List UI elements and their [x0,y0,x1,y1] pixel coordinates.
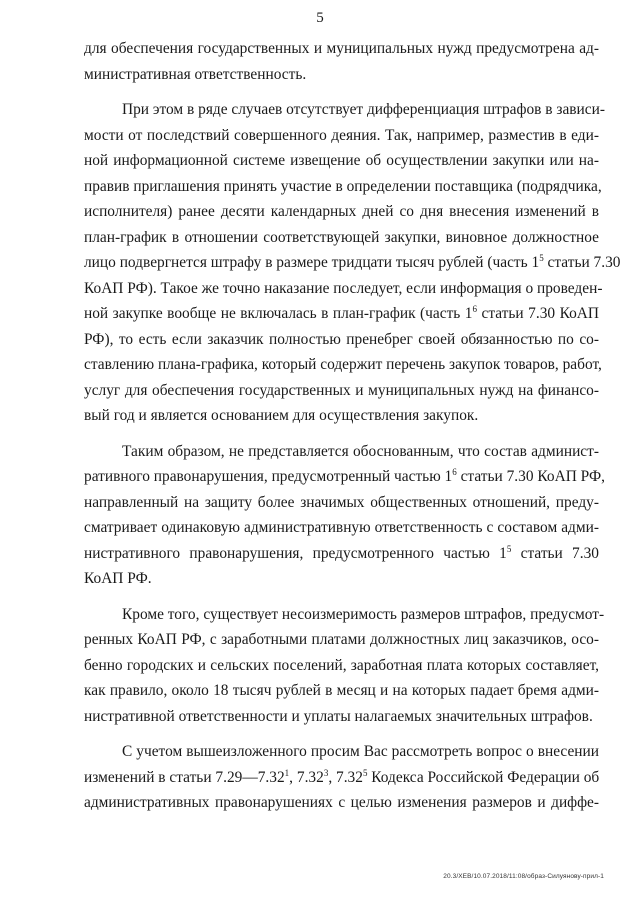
text-line: исполнителя) ранее десяти календарных дней со дня внесения изменений в [84,203,599,220]
paragraph-3 [84,439,605,592]
paragraph-2 [84,97,621,429]
text-line: С учетом вышеизложенного просим Вас рассмотреть вопрос о внесении [122,743,599,760]
document-body [84,36,621,826]
text-line: КоАП РФ. [84,570,152,587]
text-line: правив приглашения принять участие в определении поставщика (подрядчика, [84,177,602,195]
superscript: 3 [323,767,329,778]
text-line: бенно городских и сельских поселений, заработная плата которых составляет, [84,656,599,674]
text-line: ративного правонарушения, предусмотренный частью $1^6$ статьи 7.30 КоАП РФ, [84,467,605,485]
text-line: нистративной ответственности и уплаты налагаемых значительных штрафов. [84,707,593,725]
text-line: КоАП РФ). Такое же точно наказание последует, если информация о проведен- [84,279,603,297]
superscript: 5 [539,253,544,263]
superscript: 5 [362,767,368,778]
paragraph-5 [84,739,599,816]
text-line: услуг для обеспечения государственных и муниципальных нужд на финансо- [84,381,599,399]
text-line: план-график в отношении соответствующей закупки, виновное должностное [84,228,599,246]
text-line: Таким образом, не представляется обоснованным, что состав админист- [122,442,599,460]
text-line: При этом в ряде случаев отсутствует дифференциация штрафов в зависи- [122,101,605,118]
superscript: 5 [506,543,512,554]
text-line: сматривает одинаковую административную ответственность с составом адми- [84,519,599,536]
text-line: ставлению плана-графика, который содержит перечень закупок товаров, работ, [84,356,602,373]
text-line: направленный на защиту более значимых общественных отношений, преду- [84,493,599,511]
text-line: нистративного правонарушения, предусмотренного частью $1^5$ статьи 7.30 [84,543,599,562]
paragraph-1 [84,36,599,87]
text-line: Кроме того, существует несоизмеримость размеров штрафов, предусмот- [122,605,605,623]
text-line: изменений в статьи 7.29—7.32$^1$, 7.32$^3$, 7.32$^5$ Кодекса Российской Федерации об [84,767,600,786]
text-line: как правило, около 18 тысяч рублей в месяц и на которых падает бремя адми- [84,682,599,699]
text-line: лицо подвергнется штрафу в размере тридцати тысяч рублей (часть $1^5$ статьи 7.30 [84,253,621,271]
text-line: ренных КоАП РФ, с заработными платами должностных лиц заказчиков, осо- [84,631,599,648]
text-line: вый год и является основанием для осуществления закупок. [84,407,479,424]
text-line: министративная ответственность. [84,65,307,83]
text-line: ной информационной системе извещение об осуществлении закупки или на- [84,152,599,169]
superscript: 6 [452,467,457,477]
text-line: РФ), то есть если заказчик полностью пренебрег своей обязанностью по со- [84,330,599,348]
text-line: для обеспечения государственных и муниципальных нужд предусмотрена ад- [84,40,599,57]
text-line: ной закупке вообще не включалась в план-график (часть $1^6$ статьи 7.30 КоАП [84,304,599,322]
text-line: административных правонарушениях с целью изменения размеров и диффе- [84,794,599,811]
page-number: 5 [316,10,324,26]
text-line: мости от последствий совершенного деяния. Так, например, разместив в еди- [84,126,599,144]
superscript: 6 [472,304,478,314]
document-footer-code: 20.3/ХЕВ/10.07.2018/11:08/образ-Силуянову-прил-1 [443,873,604,880]
superscript: 1 [284,767,290,778]
paragraph-4 [84,602,605,730]
